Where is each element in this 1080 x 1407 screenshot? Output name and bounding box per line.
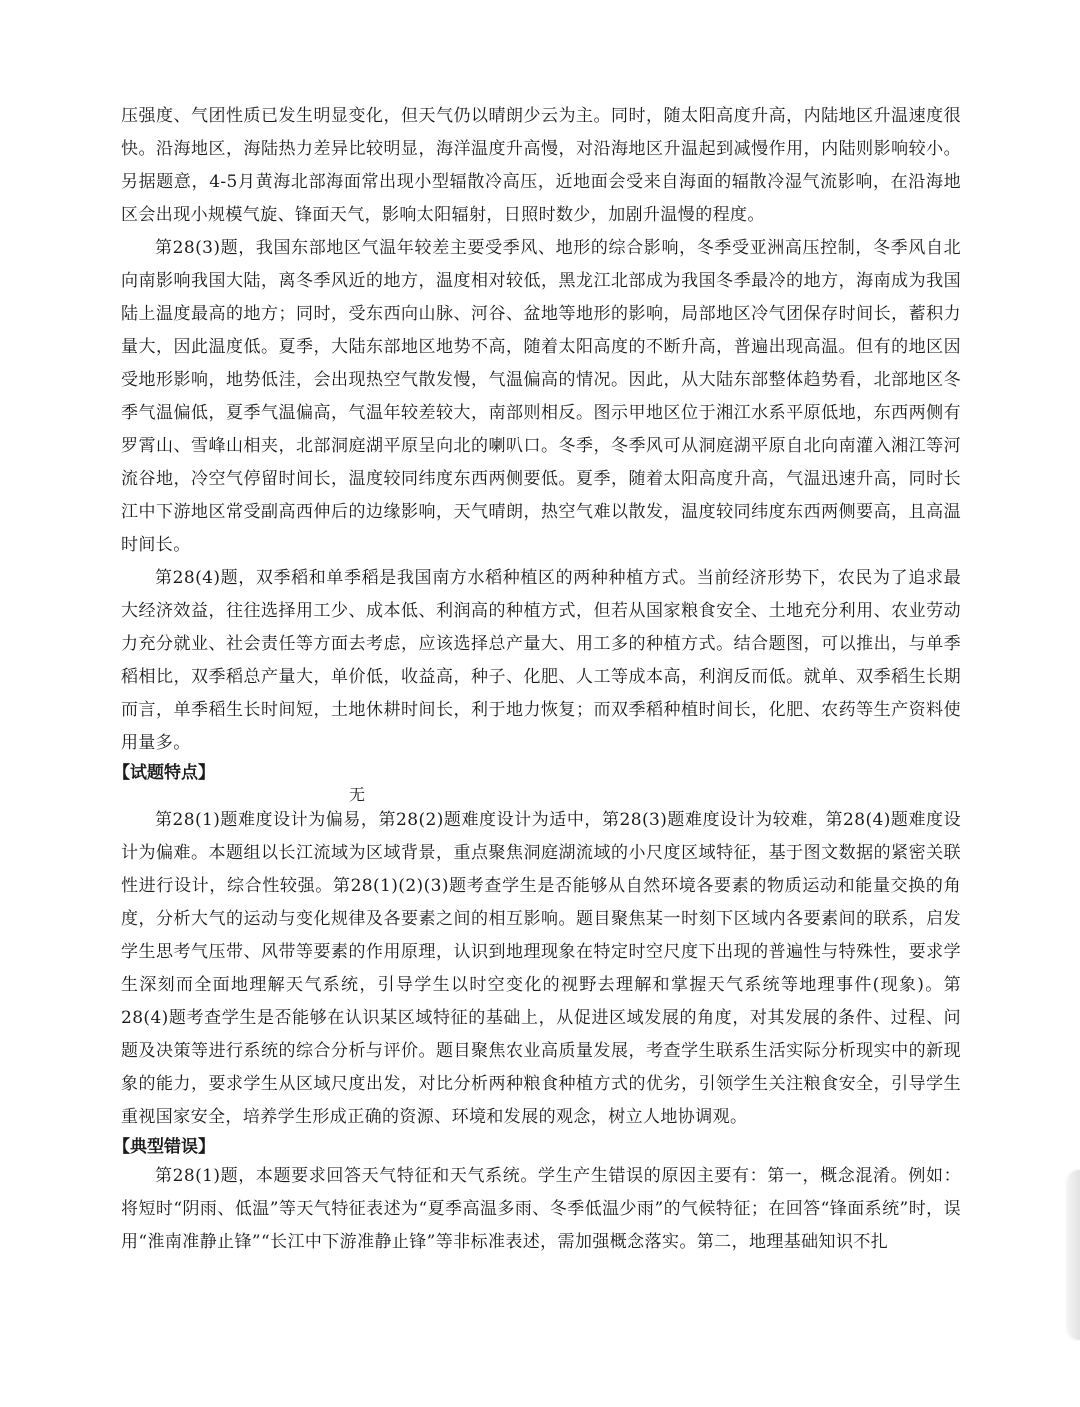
none-mark: 无: [349, 785, 366, 804]
paragraph-28-4: 第28(4)题，双季稻和单季稻是我国南方水稻种植区的两种种植方式。当前经济形势下，农民为了追求最大经济效益，往往选择用工少、成本低、利润高的种植方式，但若从国家粮食安全、土地充分利用、农业劳动力充分就业、社会责任等方面去考虑，应该选择总产量大、用工多的种植方式。结合题图，可以推出，与单季稻相比，双季稻总产量大，单价低，收益高，种子、化肥、人工等成本高，利润反而低。就单、双季稻生长期而言，单季稻生长时间短，土地休耕时间长，利于地力恢复；而双季稻种植时间长，化肥、农药等生产资料使用量多。: [121, 568, 961, 753]
paragraph-continuation: 压强度、气团性质已发生明显变化，但天气仍以晴朗少云为主。同时，随太阳高度升高，内陆地区升温速度很快。沿海地区，海陆热力差异比较明显，海洋温度升高慢，对沿海地区升温起到减慢作用，内陆则影响较小。另据题意，4-5月黄海北部海面常出现小型辐散冷高压，近地面会受来自海面的辐散冷湿气流影响，在沿海地区会出现小规模气旋、锋面天气，影响太阳辐射，日照时数少，加剧升温慢的程度。: [121, 106, 961, 225]
side-scroll-handle[interactable]: [1068, 1170, 1080, 1340]
paragraph-errors: 第28(1)题，本题要求回答天气特征和天气系统。学生产生错误的原因主要有：第一，概念混淆。例如：将短时“阴雨、低温”等天气特征表述为“夏季高温多雨、冬季低温少雨”的气候特征；在回答“锋面系统”时，误用“淮南准静止锋”“长江中下游准静止锋”等非标准表述，需加强概念落实。第二，地理基础知识不扎: [121, 1166, 961, 1252]
document-page: [113, 100, 961, 1259]
paragraph-features: 第28(1)题难度设计为偏易，第28(2)题难度设计为适中，第28(3)题难度设计为较难，第28(4)题难度设计为偏难。本题组以长江流域为区域背景，重点聚焦洞庭湖流域的小尺度区域特征，基于图文数据的紧密关联性进行设计，综合性较强。第28(1)(2)(3)题考查学生是否能够从自然环境各要素的物质运动和能量交换的角度，分析大气的运动与变化规律及各要素之间的相互影响。题目聚焦某一时刻下区域内各要素间的联系，启发学生思考气压带、风带等要素的作用原理，认识到地理现象在特定时空尺度下出现的普遍性与特殊性，要求学生深刻而全面地理解天气系统，引导学生以时空变化的视野去理解和掌握天气系统等地理事件(现象)。第28(4)题考查学生是否能够在认识某区域特征的基础上，从促进区域发展的角度，对其发展的条件、过程、问题及决策等进行系统的综合分析与评价。题目聚焦农业高质量发展，考查学生联系生活实际分析现实中的新现象的能力，要求学生从区域尺度出发，对比分析两种粮食种植方式的优劣，引领学生关注粮食安全，引导学生重视国家安全，培养学生形成正确的资源、环境和发展的观念，树立人地协调观。: [121, 810, 961, 1127]
section-heading-errors: 【典型错误】: [113, 1137, 215, 1157]
paragraph-28-3: 第28(3)题，我国东部地区气温年较差主要受季风、地形的综合影响，冬季受亚洲高压控制，冬季风自北向南影响我国大陆，离冬季风近的地方，温度相对较低，黑龙江北部成为我国冬季最冷的地方，海南成为我国陆上温度最高的地方；同时，受东西向山脉、河谷、盆地等地形的影响，局部地区冷气团保存时间长，蓄积力量大，因此温度低。夏季，大陆东部地区地势不高，随着太阳高度的不断升高，普遍出现高温。但有的地区因受地形影响，地势低洼，会出现热空气散发慢，气温偏高的情况。因此，从大陆东部整体趋势看，北部地区冬季气温偏低，夏季气温偏高，气温年较差较大，南部则相反。图示甲地区位于湘江水系平原低地，东西两侧有罗霄山、雪峰山相夹，北部洞庭湖平原呈向北的喇叭口。冬季，冬季风可从洞庭湖平原自北向南灌入湘江等河流谷地，冷空气停留时间长，温度较同纬度东西两侧要低。夏季，随着太阳高度升高，气温迅速升高，同时长江中下游地区常受副高西伸后的边缘影响，天气晴朗，热空气难以散发，温度较同纬度东西两侧要高，且高温时间长。: [121, 238, 961, 555]
section-heading-features: 【试题特点】: [113, 763, 215, 783]
